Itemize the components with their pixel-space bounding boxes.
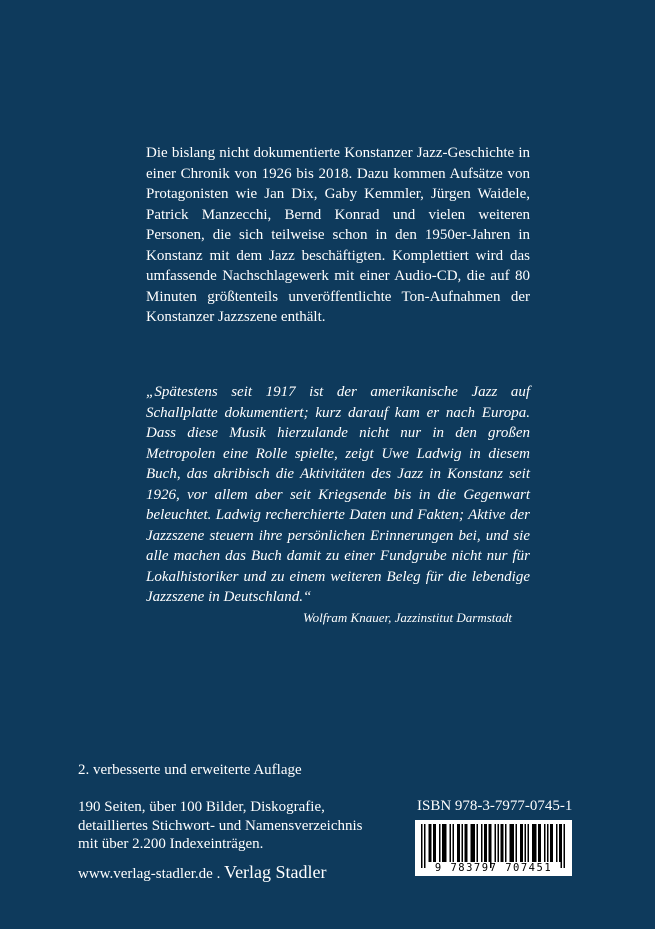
barcode-bar: [462, 824, 464, 862]
publisher-name: Verlag Stadler: [224, 862, 327, 882]
barcode-bar: [477, 824, 479, 862]
barcode-bar: [495, 824, 497, 862]
barcode-bar: [502, 824, 504, 862]
barcode-bar: [459, 824, 461, 862]
barcode-bar: [532, 824, 534, 862]
barcode-bar: [430, 824, 432, 862]
barcode-bar: [474, 824, 476, 862]
barcode-bar: [471, 824, 473, 862]
barcode-bar: [540, 824, 542, 862]
edition-note: 2. verbesserte und erweiterte Auflage: [78, 762, 302, 778]
barcode-bar: [510, 824, 512, 862]
barcode-bar: [444, 824, 446, 862]
barcode-bar: [538, 824, 540, 862]
barcode-bar: [534, 824, 536, 862]
barcode-bar: [528, 824, 530, 862]
barcode-bar: [498, 824, 500, 862]
barcode-bar: [486, 824, 488, 862]
isbn-number: ISBN 978-3-7977-0745-1: [417, 798, 573, 814]
publisher-line: [78, 862, 327, 883]
barcode-bar: [511, 824, 513, 862]
barcode-bar: [457, 824, 459, 862]
barcode-bar: [501, 824, 503, 862]
barcode-bar: [556, 824, 558, 862]
barcode-bar: [429, 824, 431, 862]
book-description: Die bislang nicht dokumentierte Konstanzer Jazz-Geschichte in einer Chronik von 1926 bis 2018. Dazu kommen Aufsätze von Protagonisten wie Jan Dix, Gaby Kemmler, Jürgen Waidele, Patrick Manzecchi, Bernd Konrad und vielen weiteren Personen, die sich teilweise schon in den 1950er-Jahren in Konstanz mit dem Jazz beschäftigten. Komplettiert wird das umfassende Nachschlagewerk mit einer Audio-CD, die auf 80 Minuten größtenteils unveröffentlichte Ton-Aufnahmen der Konstanzer Jazzszene enthält.: [146, 145, 530, 325]
barcode-bar: [445, 824, 447, 862]
barcode-bar: [550, 824, 552, 862]
barcode: [415, 820, 572, 876]
barcode-digits: 9 783797 707451: [434, 862, 553, 874]
details-line: 190 Seiten, über 100 Bilder, Diskografie,: [78, 799, 325, 815]
barcode-bar: [433, 824, 435, 862]
barcode-bar: [544, 824, 546, 862]
quote-attribution: Wolfram Knauer, Jazzinstitut Darmstadt: [303, 610, 512, 625]
barcode-bar: [522, 824, 524, 862]
barcode-bar: [547, 824, 549, 862]
barcode-bar: [439, 824, 441, 862]
barcode-bar: [465, 824, 467, 862]
barcode-bar: [466, 824, 468, 862]
barcode-bar: [513, 824, 515, 862]
barcode-bar: [552, 824, 554, 862]
book-details: [78, 798, 398, 854]
barcode-bar: [435, 824, 437, 862]
separator: .: [212, 866, 225, 882]
barcode-bar: [559, 824, 561, 862]
barcode-bar: [489, 824, 491, 862]
barcode-bar: [442, 824, 444, 862]
barcode-bar: [520, 824, 522, 862]
website-url: www.verlag-stadler.de: [78, 866, 213, 882]
barcode-bar: [481, 824, 483, 862]
review-quote: „Spätestens seit 1917 ist der amerikanische Jazz auf Schallplatte dokumentiert; kurz darauf kam er nach Europa. Dass diese Musik hierzulande nicht nur in den großen Metropolen eine Rolle spielte, zeigt Uwe Ladwig in diesem Buch, das akribisch die Aktivitäten des Jazz in Konstanz seit 1926, vor allem aber seit Kriegsende bis in die Gegenwart beleuchtet. Ladwig recherchierte Daten und Fakten; Aktive der Jazzszene steuern ihre persönlichen Erinnerungen bei, und sie alle machen das Buch damit zu einer Fundgrube nicht nur für Lokalhistoriker und zu einem weiteren Beleg für die lebendige Jazzszene in Deutschland.“: [146, 384, 530, 605]
barcode-bar: [525, 824, 527, 862]
barcode-bar: [453, 824, 455, 862]
details-line: mit über 2.200 Indexeinträgen.: [78, 836, 264, 852]
barcode-bar: [472, 824, 474, 862]
barcode-bar: [484, 824, 486, 862]
barcode-bar: [516, 824, 518, 862]
barcode-bar: [505, 824, 507, 862]
details-line: detailliertes Stichwort- und Namensverzeichnis: [78, 817, 363, 834]
barcode-bar: [535, 824, 537, 862]
barcode-bar: [450, 824, 452, 862]
